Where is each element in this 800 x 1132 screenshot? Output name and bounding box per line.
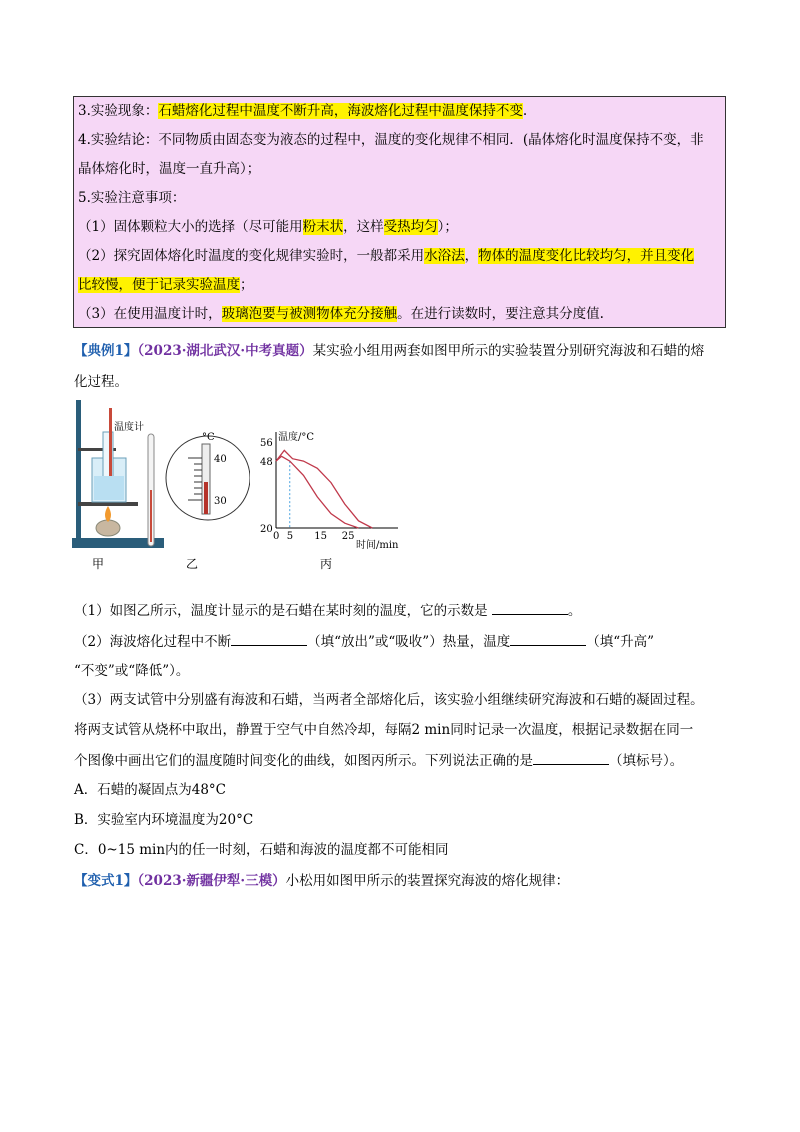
example-source: （2023·湖北武汉·中考真题） — [137, 343, 313, 359]
example-text-cont: 化过程。 — [74, 374, 128, 390]
figure-label-yi: 乙 — [186, 557, 199, 571]
summary-line-3: 3.实验现象：石蜡熔化过程中温度不断升高，海波熔化过程中温度保持不变. — [78, 103, 528, 119]
summary-line-4-cont: 晶体熔化时，温度一直升高）； — [78, 161, 261, 177]
summary-line-5: 5.实验注意事项： — [78, 190, 186, 206]
series-line-2 — [276, 456, 359, 528]
x-tick-label: 0 — [273, 531, 280, 542]
option-a[interactable]: A．石蜡的凝固点为48°C — [74, 782, 227, 798]
alcohol-lamp — [96, 520, 120, 536]
summary-note-3: （3）在使用温度计时，玻璃泡要与被测物体充分接触。在进行读数时，要注意其分度值. — [78, 306, 604, 322]
x-tick-label: 15 — [314, 531, 327, 542]
example-text: 某实验小组用两套如图甲所示的实验装置分别研究海波和石蜡的熔 — [312, 343, 705, 359]
y-axis-label: 温度/°C — [278, 432, 315, 443]
figure-label-bing: 丙 — [320, 557, 333, 571]
figure-label-jia: 甲 — [92, 557, 105, 571]
answer-blank-2[interactable] — [231, 631, 307, 646]
question-3: （3）两支试管中分别盛有海波和石蜡，当两者全部熔化后，该实验小组继续研究海波和石蜡的凝固过程。 — [74, 692, 704, 708]
y-tick-label: 56 — [260, 438, 273, 449]
summary-line-4: 4.实验结论：不同物质由固态变为液态的过程中，温度的变化规律不相同．(晶体熔化时温度保持不变，非 — [78, 132, 704, 148]
answer-blank-4[interactable] — [533, 750, 609, 765]
answer-blank-1[interactable] — [492, 600, 568, 615]
question-3-cont-2: 个图像中画出它们的温度随时间变化的曲线，如图丙所示。下列说法正确的是 （填标号）。 — [74, 750, 683, 771]
option-c[interactable]: C．0~15 min内的任一时刻，石蜡和海波的温度都不可能相同 — [74, 842, 449, 858]
unit-label: °C — [202, 432, 215, 443]
option-b[interactable]: B．实验室内环境温度为20°C — [74, 812, 254, 828]
answer-blank-3[interactable] — [510, 631, 586, 646]
x-tick-label: 25 — [341, 531, 355, 542]
x-tick-label: 5 — [286, 531, 294, 542]
scale-30: 30 — [214, 496, 227, 507]
question-3-cont-1: 将两支试管从烧杯中取出，静置于空气中自然冷却，每隔2 min同时记录一次温度，根据记录数据在同一 — [74, 722, 694, 738]
variant-tag: 【变式1】 — [74, 873, 138, 889]
thermometer-figure — [140, 430, 250, 550]
stand-rod — [76, 400, 81, 540]
example-heading — [74, 341, 704, 361]
summary-box — [73, 96, 726, 328]
flame — [105, 506, 111, 522]
summary-note-1: （1）固体颗粒大小的选择（尽可能用粉末状，这样受热均匀）； — [78, 219, 458, 235]
iron-ring — [78, 502, 138, 506]
x-axis-label: 时间/min — [356, 540, 399, 551]
thermometer-label: 温度计 — [114, 422, 144, 433]
variant-source: （2023·新疆伊犁·三模） — [137, 873, 286, 889]
question-2-cont: “不变”或“降低”）。 — [74, 663, 190, 679]
scale-40: 40 — [214, 454, 227, 465]
variant-heading — [74, 871, 569, 891]
variant-text: 小松用如图甲所示的装置探究海波的熔化规律： — [285, 873, 570, 889]
y-tick-label: 20 — [260, 524, 273, 535]
magnified-liquid — [204, 482, 208, 514]
question-2: （2）海波熔化过程中不断 （填“放出”或“吸收”）热量，温度 （填“升高” — [74, 631, 654, 652]
summary-note-2: （2）探究固体熔化时温度的变化规律实验时，一般都采用水浴法，物体的温度变化比较均匀，并且变化 — [78, 248, 695, 264]
water — [94, 476, 124, 500]
thermometer-liquid — [150, 490, 152, 542]
summary-note-2-cont: 比较慢，便于记录实验温度； — [78, 277, 254, 293]
cooling-curve-chart — [258, 420, 418, 552]
example-tag: 【典例1】 — [74, 343, 138, 359]
question-1: （1）如图乙所示，温度计显示的是石蜡在某时刻的温度，它的示数是 。 — [74, 600, 581, 621]
y-tick-label: 48 — [260, 457, 273, 469]
